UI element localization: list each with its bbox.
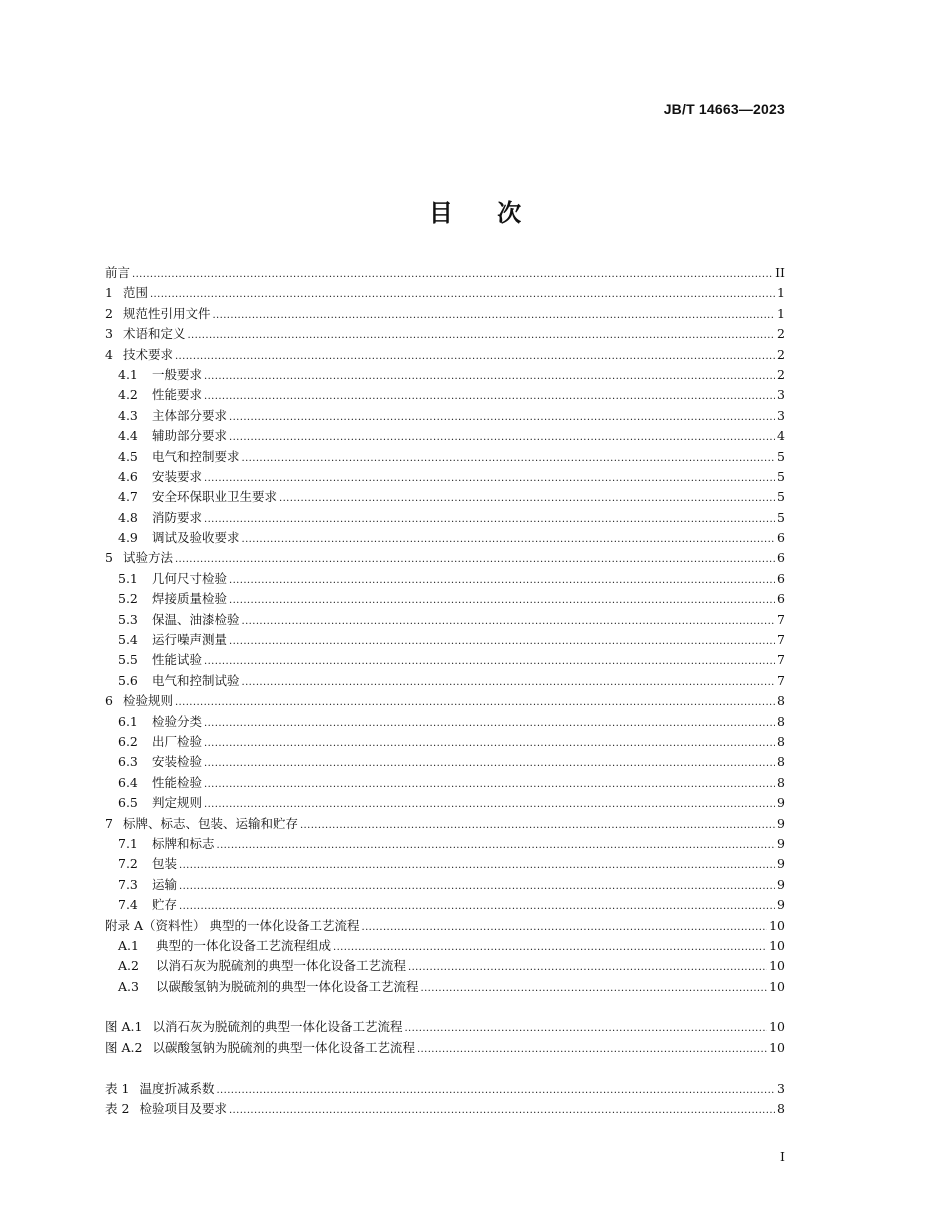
toc-entry-label xyxy=(118,610,240,630)
toc-entry-text: 范围 xyxy=(122,285,148,301)
toc-entry-page: 8 xyxy=(777,693,785,709)
toc-entry-number: 图 A.1 xyxy=(105,1019,143,1035)
toc-entry-text: 消防要求 xyxy=(152,509,203,525)
toc-entry-number: 6.5 xyxy=(118,795,138,811)
toc-entry[interactable] xyxy=(105,508,785,528)
toc-entry-number: 4.4 xyxy=(118,428,138,444)
toc-leader-dots xyxy=(132,263,773,283)
toc-entry-label xyxy=(105,345,173,365)
toc-entry-text: 贮存 xyxy=(152,897,178,913)
toc-entry-label xyxy=(118,630,227,650)
toc-entry[interactable] xyxy=(105,569,785,589)
toc-entry-number: 6.1 xyxy=(118,713,138,729)
toc-entry-page: 6 xyxy=(777,591,785,607)
toc-entry-text: 判定规则 xyxy=(152,795,203,811)
toc-entry-page: 7 xyxy=(777,632,785,648)
toc-entry-label xyxy=(105,304,210,324)
toc-entry-number: 4.7 xyxy=(118,489,138,505)
toc-entry-text: 调试及验收要求 xyxy=(152,530,240,546)
toc-leader-dots xyxy=(179,895,775,915)
toc-entry-number: A.2 xyxy=(118,958,139,974)
toc-entry-text: 标牌和标志 xyxy=(152,835,215,851)
toc-entry-text: 焊接质量检验 xyxy=(152,591,228,607)
toc-leader-dots xyxy=(204,732,775,752)
toc-entry-text: 规范性引用文件 xyxy=(122,305,211,321)
toc-entry-number: 5.2 xyxy=(118,591,138,607)
toc-entry-text: 辅助部分要求 xyxy=(152,428,228,444)
toc-entry-number: 4 xyxy=(105,346,113,362)
toc-entry[interactable] xyxy=(105,854,785,874)
toc-entry-number: 4.3 xyxy=(118,407,138,423)
toc-entry-text: 检验分类 xyxy=(152,713,203,729)
toc-entry[interactable] xyxy=(105,752,785,772)
standard-code: JB/T 14663—2023 xyxy=(663,101,785,117)
toc-leader-dots xyxy=(333,936,767,956)
toc-leader-dots xyxy=(229,406,775,426)
toc-entry-text: 安全环保职业卫生要求 xyxy=(152,489,278,505)
toc-entry-page: 3 xyxy=(777,387,785,403)
toc-entry[interactable] xyxy=(105,630,785,650)
toc-entry[interactable] xyxy=(105,385,785,405)
toc-entry-label xyxy=(105,814,298,834)
toc-entry[interactable] xyxy=(105,834,785,854)
toc-entry-page: 2 xyxy=(777,346,785,362)
toc-entry-label xyxy=(118,671,240,691)
toc-entry[interactable] xyxy=(105,732,785,752)
toc-leader-dots xyxy=(187,324,775,344)
toc-entry-text: 主体部分要求 xyxy=(152,407,228,423)
toc-entry[interactable] xyxy=(105,875,785,895)
toc-entry-number: 6 xyxy=(105,693,113,709)
page-title: 目 次 xyxy=(428,199,522,227)
toc-entry-label xyxy=(118,732,202,752)
toc-entry-label xyxy=(118,508,202,528)
toc-entry-text: 前言 xyxy=(105,265,131,280)
toc-entry-text: 性能试验 xyxy=(152,652,203,668)
toc-leader-dots xyxy=(204,385,775,405)
toc-entry-number: 表 1 xyxy=(105,1080,130,1096)
toc-entry-page: 6 xyxy=(777,550,785,566)
toc-entry-page: 8 xyxy=(777,1101,785,1117)
toc-entry-label xyxy=(118,406,227,426)
toc-entry[interactable] xyxy=(105,1017,785,1037)
toc-leader-dots xyxy=(229,1099,775,1119)
toc-entry[interactable] xyxy=(105,1099,785,1119)
toc-entry-label xyxy=(118,752,202,772)
toc-entry-page: 9 xyxy=(777,897,785,913)
toc-entry[interactable] xyxy=(105,671,785,691)
toc-entry[interactable] xyxy=(105,977,785,997)
toc-entry-number: 6.3 xyxy=(118,754,138,770)
toc-entry-page: 10 xyxy=(769,1039,785,1055)
toc-entry-number: 7 xyxy=(105,815,113,831)
toc-entry[interactable] xyxy=(105,1079,785,1099)
toc-leader-dots xyxy=(204,467,775,487)
toc-leader-dots xyxy=(408,956,767,976)
toc-entry-page: 7 xyxy=(777,672,785,688)
toc-leader-dots xyxy=(175,691,775,711)
toc-entry-page: 10 xyxy=(769,1019,785,1035)
toc-entry-text: 以碳酸氢钠为脱硫剂的典型一体化设备工艺流程 xyxy=(156,978,419,994)
toc-entry-number: 7.2 xyxy=(118,856,138,872)
toc-entry-text: 以碳酸氢钠为脱硫剂的典型一体化设备工艺流程 xyxy=(152,1039,415,1055)
toc-entry-page: 3 xyxy=(777,407,785,423)
toc-entry[interactable] xyxy=(105,916,785,936)
toc-entry-page: 5 xyxy=(777,509,785,525)
toc-entry[interactable] xyxy=(105,1038,785,1058)
toc-leader-dots xyxy=(212,304,775,324)
toc-entry-text: 术语和定义 xyxy=(122,326,186,342)
toc-entry[interactable] xyxy=(105,324,785,344)
toc-entry-label xyxy=(118,569,227,589)
toc-entry[interactable] xyxy=(105,426,785,446)
toc-entry-number: 5.6 xyxy=(118,672,138,688)
toc-leader-dots xyxy=(216,1079,775,1099)
toc-entry-number: 5.5 xyxy=(118,652,138,668)
toc-entry[interactable] xyxy=(105,304,785,324)
toc-entry-page: 9 xyxy=(777,835,785,851)
toc-leader-dots xyxy=(242,610,776,630)
toc-entry-page: 5 xyxy=(777,468,785,484)
toc-entry-number: 图 A.2 xyxy=(105,1039,143,1055)
toc-entry-number: 7.3 xyxy=(118,876,138,892)
toc-entry-text: 技术要求 xyxy=(122,346,173,362)
toc-leader-dots xyxy=(204,365,775,385)
toc-entry[interactable] xyxy=(105,447,785,467)
toc-entry-label xyxy=(118,793,202,813)
toc-entry[interactable] xyxy=(105,467,785,487)
toc-leader-dots xyxy=(361,916,767,936)
toc-leader-dots xyxy=(204,773,775,793)
toc-entry[interactable] xyxy=(105,345,785,365)
toc-entry[interactable] xyxy=(105,528,785,548)
toc-entry[interactable] xyxy=(105,895,785,915)
toc-entry-label xyxy=(118,895,177,915)
toc-entry[interactable] xyxy=(105,712,785,732)
toc-entry-text: 运输 xyxy=(152,876,178,892)
toc-leader-dots xyxy=(404,1017,767,1037)
toc-entry-text: 电气和控制要求 xyxy=(152,448,240,464)
toc-entry-label xyxy=(118,712,202,732)
toc-leader-dots xyxy=(150,283,775,303)
toc-entry-page: 8 xyxy=(777,774,785,790)
toc-leader-dots xyxy=(229,426,775,446)
toc-entry-number: 4.9 xyxy=(118,530,138,546)
toc-entry-label xyxy=(118,834,215,854)
toc-entry[interactable] xyxy=(105,406,785,426)
toc-entry-label xyxy=(105,916,359,936)
toc-entry-page: 9 xyxy=(777,876,785,892)
toc-entry-number: A.1 xyxy=(118,937,139,953)
toc-leader-dots xyxy=(229,630,775,650)
toc-entry-page: 1 xyxy=(777,305,785,321)
toc-entry-number: 1 xyxy=(105,285,113,301)
toc-entry-text: 几何尺寸检验 xyxy=(152,570,228,586)
toc-entry-text: 以消石灰为脱硫剂的典型一体化设备工艺流程 xyxy=(152,1019,403,1035)
toc-entry-page: 2 xyxy=(777,326,785,342)
toc-entry-label xyxy=(118,854,177,874)
toc-entry-page: II xyxy=(775,265,785,280)
toc-entry-text: 安装检验 xyxy=(152,754,203,770)
page-number: I xyxy=(780,1149,785,1164)
toc-entry-number: 5.4 xyxy=(118,632,138,648)
toc-entry[interactable] xyxy=(105,814,785,834)
toc-entry-number: 4.6 xyxy=(118,468,138,484)
toc-leader-dots xyxy=(421,977,768,997)
toc-leader-dots xyxy=(204,752,775,772)
toc-entry-page: 10 xyxy=(769,978,785,994)
toc-entry-number: 4.1 xyxy=(118,366,138,382)
toc-entry-label xyxy=(118,365,202,385)
table-of-contents xyxy=(105,263,785,1119)
toc-leader-dots xyxy=(242,447,776,467)
toc-leader-dots xyxy=(242,528,776,548)
toc-entry-page: 6 xyxy=(777,530,785,546)
toc-entry-number: 5 xyxy=(105,550,113,566)
toc-entry-label xyxy=(118,385,202,405)
toc-entry[interactable] xyxy=(105,365,785,385)
toc-entry-label xyxy=(105,263,130,283)
toc-leader-dots xyxy=(179,854,775,874)
toc-entry-page: 10 xyxy=(769,937,785,953)
toc-entry[interactable] xyxy=(105,548,785,568)
toc-entry-label xyxy=(105,1099,227,1119)
toc-entry-number: 6.4 xyxy=(118,774,138,790)
toc-entry-label xyxy=(118,650,202,670)
toc-entry-text: 附录 A（资料性） 典型的一体化设备工艺流程 xyxy=(105,917,360,933)
toc-entry-page: 10 xyxy=(769,958,785,974)
toc-entry-number: 4.8 xyxy=(118,509,138,525)
toc-leader-dots xyxy=(204,508,775,528)
toc-entry-label xyxy=(105,1038,415,1058)
toc-entry-page: 5 xyxy=(777,489,785,505)
toc-entry[interactable] xyxy=(105,263,785,283)
toc-entry-text: 运行噪声测量 xyxy=(152,632,228,648)
toc-entry[interactable] xyxy=(105,589,785,609)
toc-entry-number: 表 2 xyxy=(105,1101,130,1117)
toc-entry-label xyxy=(105,324,185,344)
toc-entry-text: 安装要求 xyxy=(152,468,203,484)
toc-entry-page: 7 xyxy=(777,652,785,668)
toc-entry-number: 5.3 xyxy=(118,611,138,627)
toc-entry-page: 3 xyxy=(777,1080,785,1096)
toc-leader-dots xyxy=(175,548,775,568)
toc-entry-number: 5.1 xyxy=(118,570,138,586)
toc-entry-page: 8 xyxy=(777,733,785,749)
toc-entry-number: 4.2 xyxy=(118,387,138,403)
toc-entry-label xyxy=(105,283,148,303)
toc-entry-number: 3 xyxy=(105,326,113,342)
toc-entry-label xyxy=(118,426,227,446)
toc-entry-label xyxy=(118,528,240,548)
toc-entry[interactable] xyxy=(105,610,785,630)
toc-entry-page: 8 xyxy=(777,713,785,729)
toc-entry-text: 检验项目及要求 xyxy=(139,1101,227,1117)
toc-entry-text: 典型的一体化设备工艺流程组成 xyxy=(156,937,332,953)
toc-entry-label xyxy=(118,875,177,895)
toc-entry[interactable] xyxy=(105,283,785,303)
toc-entry[interactable] xyxy=(105,691,785,711)
toc-leader-dots xyxy=(204,650,775,670)
toc-leader-dots xyxy=(417,1038,767,1058)
toc-entry-page: 1 xyxy=(777,285,785,301)
toc-entry-text: 性能要求 xyxy=(152,387,203,403)
toc-entry[interactable] xyxy=(105,936,785,956)
toc-entry-label xyxy=(105,691,173,711)
toc-entry-number: 6.2 xyxy=(118,733,138,749)
toc-leader-dots xyxy=(229,569,775,589)
toc-entry[interactable] xyxy=(105,793,785,813)
toc-leader-dots xyxy=(279,487,775,507)
toc-leader-dots xyxy=(204,793,775,813)
toc-entry-page: 10 xyxy=(769,917,785,933)
toc-leader-dots xyxy=(242,671,776,691)
toc-leader-dots xyxy=(217,834,776,854)
toc-entry-page: 6 xyxy=(777,570,785,586)
toc-entry-label xyxy=(105,548,173,568)
toc-entry-label xyxy=(118,956,406,976)
toc-entry-page: 9 xyxy=(777,815,785,831)
toc-leader-dots xyxy=(204,712,775,732)
toc-entry-text: 电气和控制试验 xyxy=(152,672,240,688)
toc-entry-label xyxy=(118,936,331,956)
toc-entry-label xyxy=(105,1017,402,1037)
toc-entry-page: 7 xyxy=(777,611,785,627)
toc-entry-page: 9 xyxy=(777,856,785,872)
toc-entry-text: 试验方法 xyxy=(122,550,173,566)
toc-entry-page: 4 xyxy=(777,428,785,444)
toc-entry-text: 性能检验 xyxy=(152,774,203,790)
toc-entry-page: 5 xyxy=(777,448,785,464)
toc-leader-dots xyxy=(179,875,775,895)
toc-entry-label xyxy=(118,447,240,467)
toc-entry-number: 2 xyxy=(105,305,113,321)
toc-entry-text: 标牌、标志、包装、运输和贮存 xyxy=(122,815,298,831)
toc-entry-number: 7.1 xyxy=(118,835,138,851)
toc-entry-text: 保温、油漆检验 xyxy=(152,611,240,627)
toc-leader-dots xyxy=(300,814,775,834)
toc-entry-text: 检验规则 xyxy=(122,693,173,709)
toc-entry-label xyxy=(118,487,277,507)
toc-entry[interactable] xyxy=(105,487,785,507)
toc-entry-text: 温度折减系数 xyxy=(139,1080,215,1096)
toc-entry-text: 以消石灰为脱硫剂的典型一体化设备工艺流程 xyxy=(156,958,407,974)
toc-entry-page: 8 xyxy=(777,754,785,770)
toc-entry[interactable] xyxy=(105,773,785,793)
toc-entry-page: 2 xyxy=(777,366,785,382)
toc-entry-number: 7.4 xyxy=(118,897,138,913)
toc-entry-label xyxy=(118,977,419,997)
toc-entry-label xyxy=(118,589,227,609)
toc-entry[interactable] xyxy=(105,650,785,670)
toc-entry-number: 4.5 xyxy=(118,448,138,464)
toc-entry-text: 包装 xyxy=(152,856,178,872)
toc-entry-label xyxy=(105,1079,214,1099)
toc-entry-text: 一般要求 xyxy=(152,366,203,382)
toc-leader-dots xyxy=(175,345,775,365)
toc-entry-label xyxy=(118,773,202,793)
toc-entry-label xyxy=(118,467,202,487)
toc-leader-dots xyxy=(229,589,775,609)
toc-entry-page: 9 xyxy=(777,795,785,811)
toc-entry-number: A.3 xyxy=(118,978,139,994)
toc-entry-text: 出厂检验 xyxy=(152,733,203,749)
toc-entry[interactable] xyxy=(105,956,785,976)
